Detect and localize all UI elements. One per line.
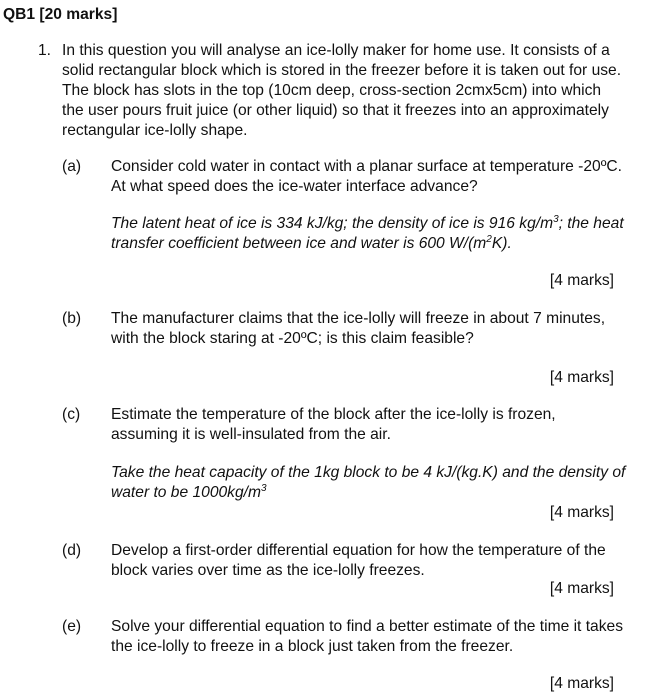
part-e-text: Solve your differential equation to find a better estimate of the time it takes the ice-lolly to freeze in a block just taken from the freezer. [111,618,623,655]
part-a-text: Consider cold water in contact with a planar surface at temperature -20ºC. At what speed does the ice-water interface advance? [111,158,623,195]
part-b-marks: [4 marks] [549,369,614,386]
question-number: 1. [38,42,52,59]
part-c-text: Estimate the temperature of the block after the ice-lolly is frozen, assuming it is well-insulated from the air. [111,406,556,443]
part-d-marks: [4 marks] [549,580,614,597]
part-d-label: (d) [62,542,82,559]
part-a-label: (a) [62,158,82,175]
part-c-marks: [4 marks] [549,504,614,521]
question-intro: In this question you will analyse an ice-lolly maker for home use. It consists of a solid rectangular block which is stored in the freezer before it is taken out for use. The block has slots in the top (10cm deep, cross-section 2cmx5cm) into which the user pours fruit juice (or other liquid) so that it freezes into an approximately rectangular ice-lolly shape. [62,42,622,139]
part-c-label: (c) [62,406,81,423]
part-b-label: (b) [62,310,82,327]
part-e-label: (e) [62,618,82,635]
part-d-text: Develop a first-order differential equation for how the temperature of the block varies over time as the ice-lolly freezes. [111,542,606,579]
part-c-given-data: Take the heat capacity of the 1kg block to be 4 kJ/(kg.K) and the density of water to be $1000kg/m^3$ [111,464,626,501]
part-a-given-data: The latent heat of ice is 334 kJ/kg; the density of ice is 916 $kg/m^3$; the heat transfer coefficient between ice and water is 600 $W/(m^2K)$. [111,213,624,252]
question-header: QB1 [20 marks] [3,6,118,23]
part-a-marks: [4 marks] [549,272,614,289]
part-e-marks: [4 marks] [549,675,614,692]
part-b-text: The manufacturer claims that the ice-lolly will freeze in about 7 minutes, with the block staring at -20ºC; is this claim feasible? [111,310,606,347]
